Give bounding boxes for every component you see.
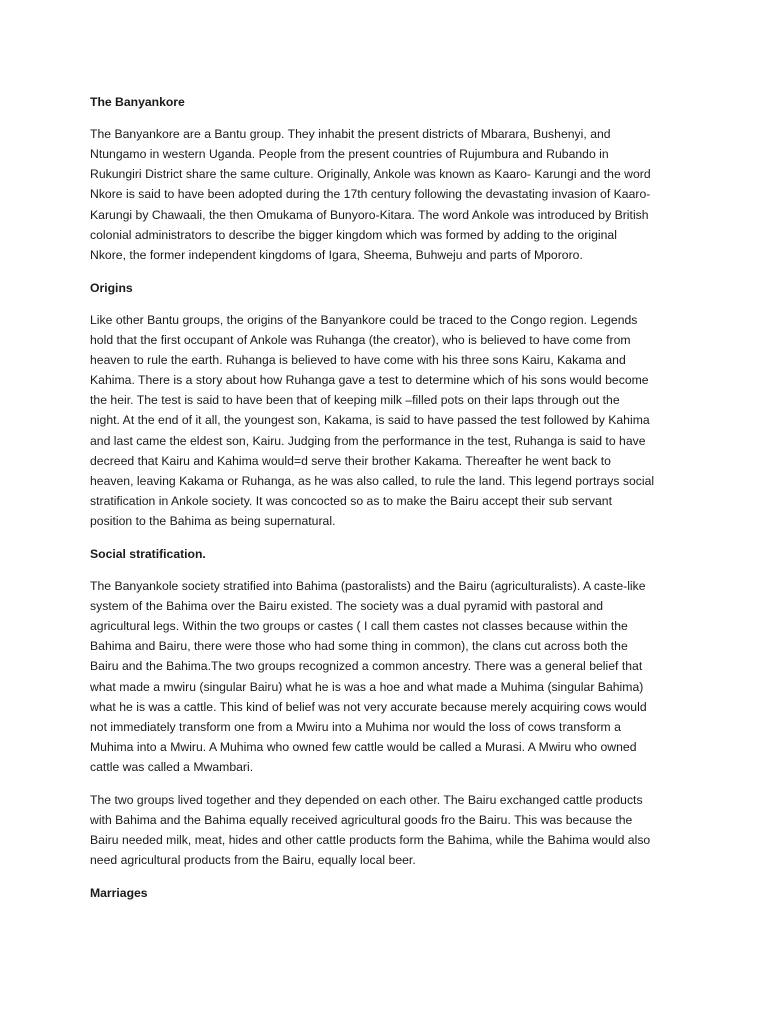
text-line: system of the Bahima over the Bairu existed. The society was a dual pyramid with pastoral and — [90, 598, 604, 613]
text-line: heaven to rule the earth. Ruhanga is believed to have come with his three sons Kairu, Kakama and — [90, 352, 626, 367]
text-line: Muhima into a Mwiru. A Muhima who owned few cattle would be called a Murasi. A Mwiru who owned — [90, 740, 637, 755]
text-line: what made a mwiru (singular Bairu) what he is was a hoe and what made a Muhima (singular Bahima) — [90, 679, 644, 694]
text-line: Like other Bantu groups, the origins of the Banyankore could be traced to the Congo region. Legends — [90, 312, 638, 327]
heading-social-stratification: Social stratification. — [90, 546, 206, 561]
text-line: the heir. The test is said to have been that of keeping milk –filled pots on their laps through out the — [90, 393, 620, 408]
text-line: Bairu and the Bahima.The two groups recognized a common ancestry. There was a general belief that — [90, 659, 643, 674]
paragraph-social-stratification — [90, 576, 675, 778]
text-line: hold that the first occupant of Ankole was Ruhanga (the creator), who is believed to have come from — [90, 332, 631, 347]
text-line: with Bahima and the Bahima equally received agricultural goods fro the Bairu. This was because the — [90, 813, 633, 828]
text-line: Karungi by Chawaali, the then Omukama of Bunyoro-Kitara. The word Ankole was introduced by British — [90, 207, 649, 222]
text-line: colonial administrators to describe the bigger kingdom which was formed by adding to the original — [90, 227, 617, 242]
paragraph-interdependence — [90, 790, 675, 871]
text-line: The Banyankore are a Bantu group. They inhabit the present districts of Mbarara, Bushenyi, and — [90, 127, 611, 141]
text-line: agricultural legs. Within the two groups or castes ( I call them castes not classes because within the — [90, 619, 628, 634]
text-line: what he is was a cattle. This kind of belief was not very accurate because merely acquiring cows would — [90, 699, 647, 714]
text-line: Rukungiri District share the same culture. Originally, Ankole was known as Kaaro- Karungi and the word — [90, 167, 651, 182]
text-line: The Banyankole society stratified into Bahima (pastoralists) and the Bairu (agriculturalists). A caste-like — [90, 578, 646, 593]
text-line: Bairu needed milk, meat, hides and other cattle products form the Bahima, while the Bahima would also — [90, 833, 651, 848]
text-line: The two groups lived together and they depended on each other. The Bairu exchanged cattle products — [90, 792, 643, 807]
text-line: Ntungamo in western Uganda. People from the present countries of Rujumbura and Rubando in — [90, 147, 609, 162]
text-line: Kahima. There is a story about how Ruhanga gave a test to determine which of his sons would become — [90, 373, 649, 388]
heading-the-banyankore: The Banyankore — [90, 95, 185, 109]
text-line: cattle was called a Mwambari. — [90, 760, 254, 775]
text-line: night. At the end of it all, the youngest son, Kakama, is said to have passed the test followed by Kahima — [90, 413, 650, 428]
text-line: decreed that Kairu and Kahima would=d serve their brother Kakama. Thereafter he went back to — [90, 453, 611, 468]
text-line: position to the Bahima as being supernatural. — [90, 514, 336, 529]
paragraph-origins — [90, 310, 675, 532]
text-line: Nkore, the former independent kingdoms of Igara, Sheema, Buhweju and parts of Mpororo. — [90, 247, 583, 262]
text-line: heaven, leaving Kakama or Ruhanga, as he was also called, to rule the land. This legend portrays social — [90, 473, 655, 488]
paragraph-banyankore-intro — [90, 124, 675, 265]
heading-origins: Origins — [90, 280, 133, 295]
text-line: not immediately transform one from a Mwiru into a Muhima nor would the loss of cows transform a — [90, 719, 621, 734]
text-line: stratification in Ankole society. It was concocted so as to make the Bairu accept their sub servant — [90, 494, 613, 508]
text-line: Bahima and Bairu, there were those who had some thing in common), the clans cut across both the — [90, 639, 628, 654]
text-line: and last came the eldest son, Kairu. Judging from the performance in the test, Ruhanga is said to have — [90, 433, 646, 448]
text-line: need agricultural products from the Bairu, equally local beer. — [90, 853, 416, 868]
text-line: Nkore is said to have been adopted during the 17th century following the devastating invasion of Kaaro- — [90, 187, 651, 202]
document-page — [90, 92, 675, 915]
heading-marriages: Marriages — [90, 886, 148, 900]
